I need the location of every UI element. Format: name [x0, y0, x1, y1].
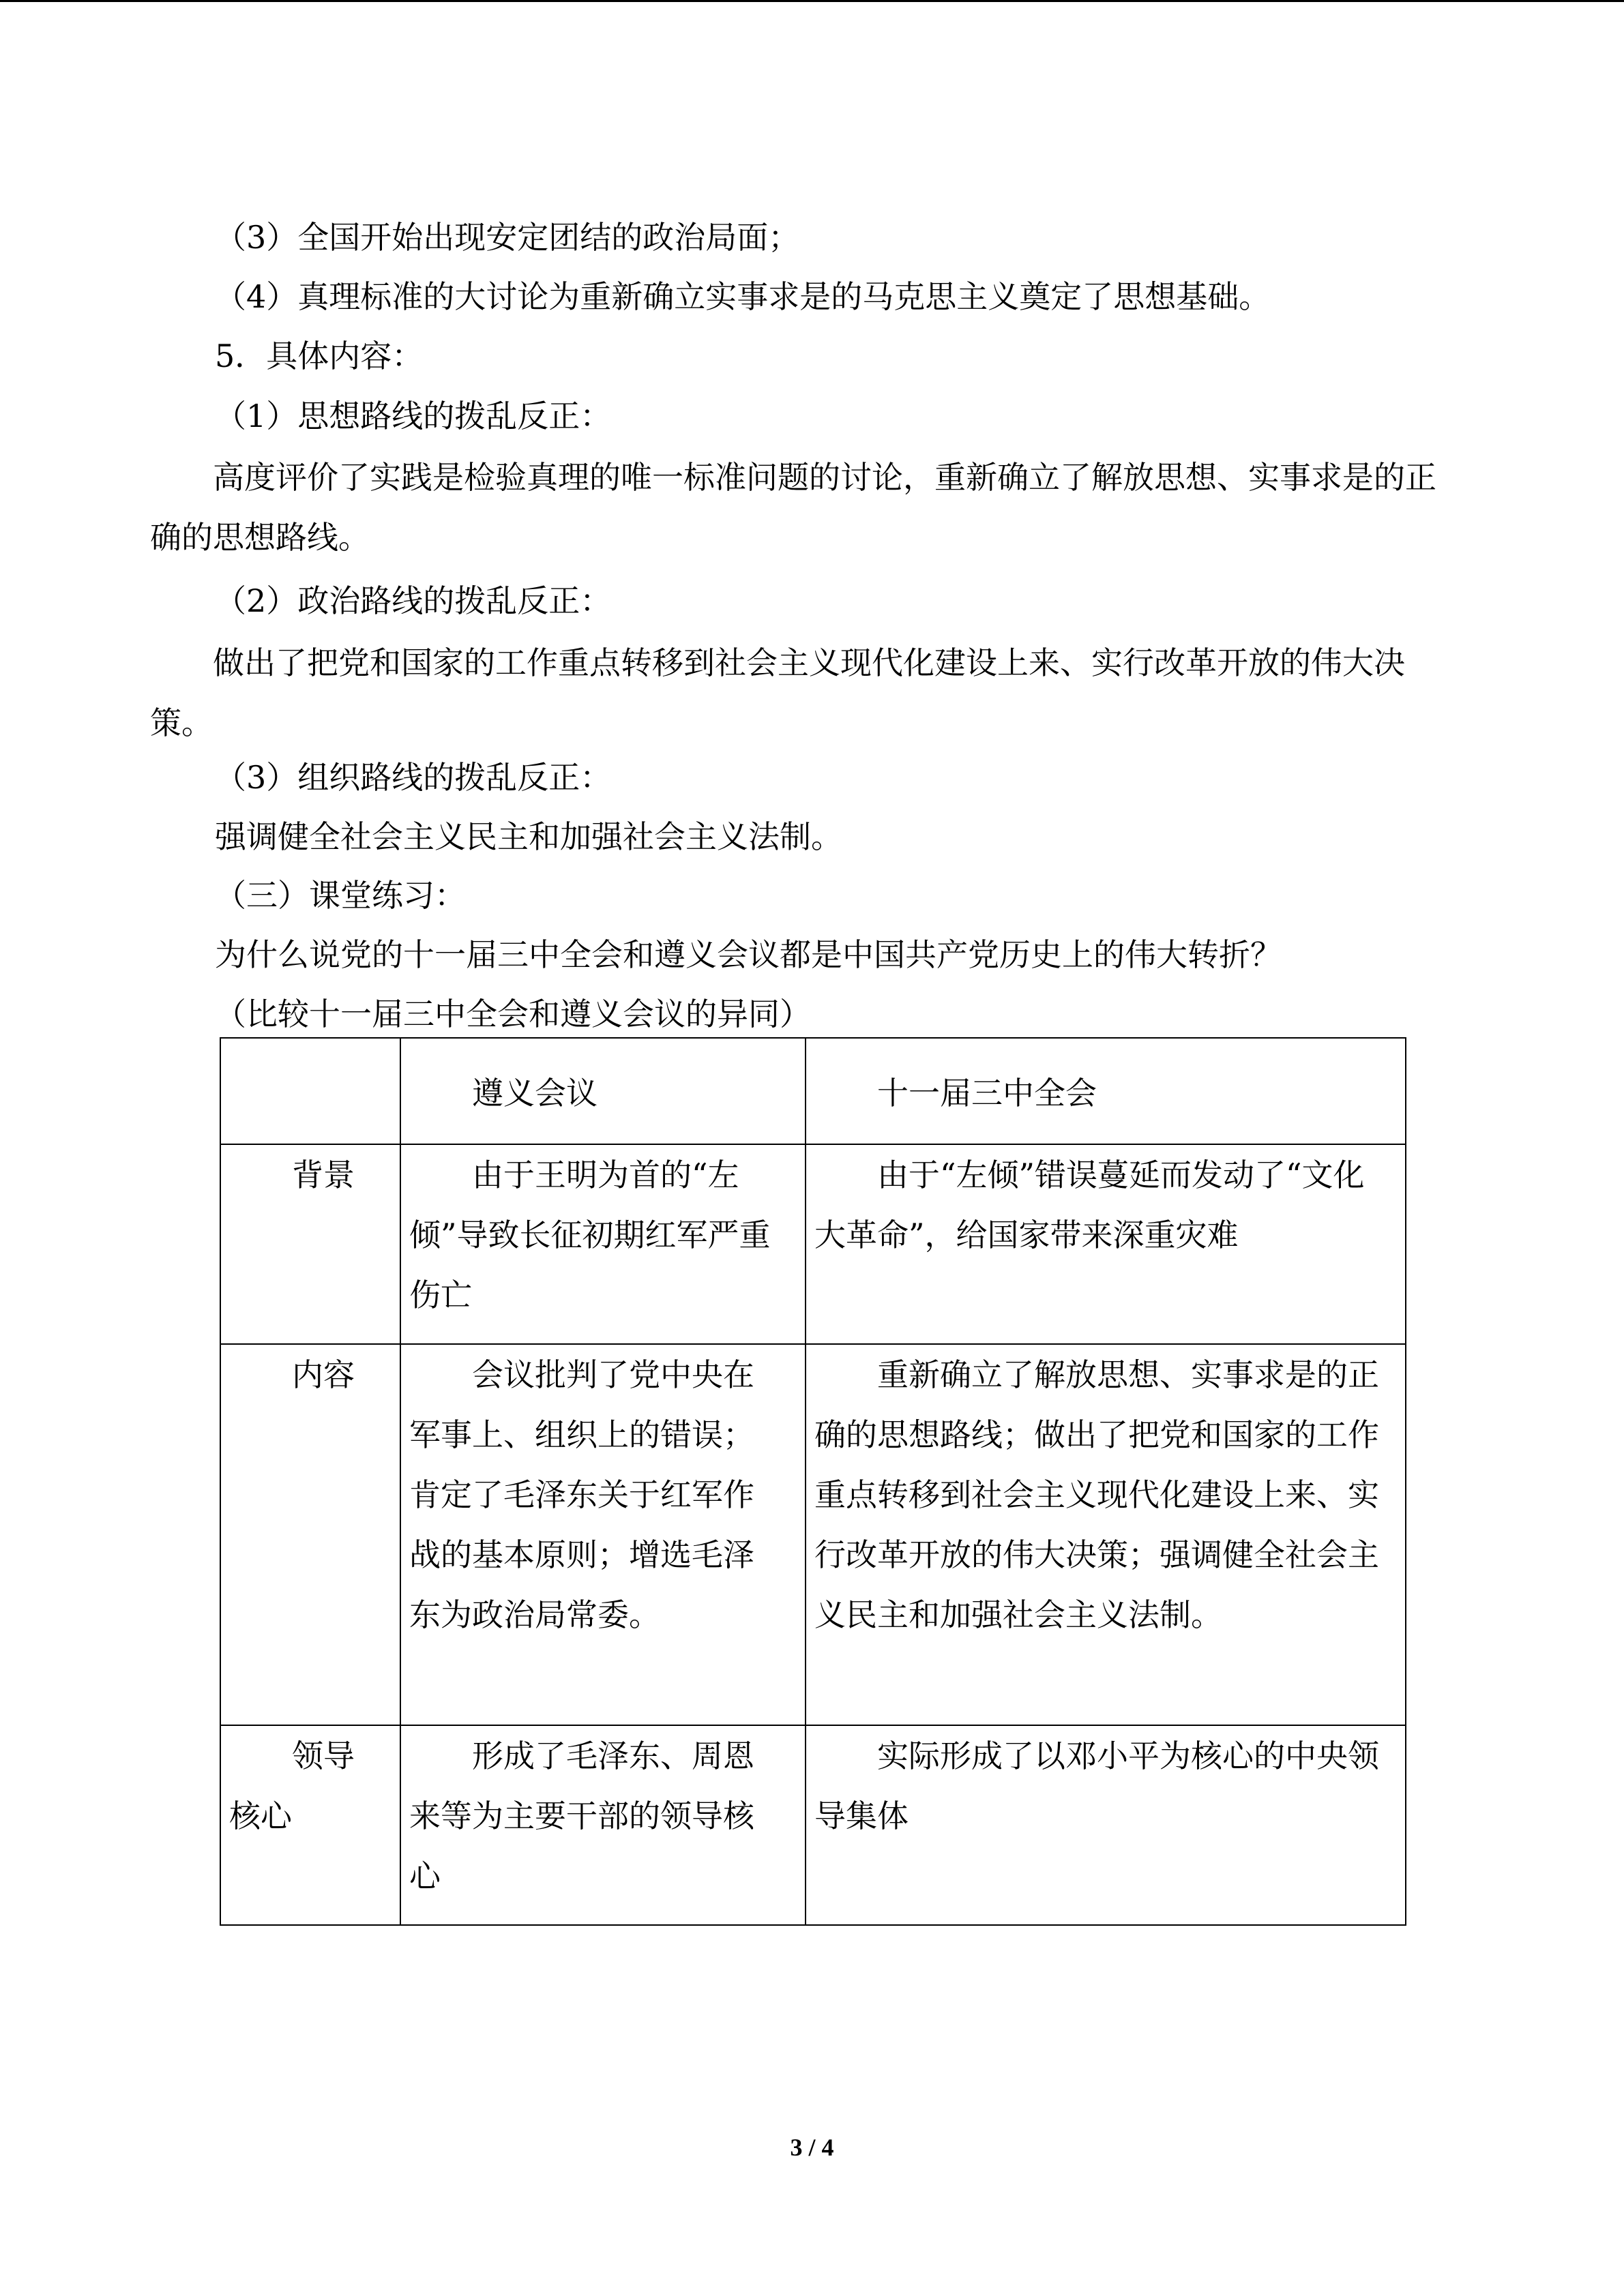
header-cell-third-plenum: 十一届三中全会: [806, 1038, 1406, 1144]
table-header-row: [220, 1038, 1406, 1144]
ideological-line-paragraph: 高度评价了实践是检验真理的唯一标准问题的讨论，重新确立了解放思想、实事求是的正确的思想路线。: [150, 459, 1436, 556]
top-border-line: [0, 0, 1624, 2]
cell-zunyi-content: 会议批判了党中央在军事上、组织上的错误；肯定了毛泽东关于红军作战的基本原则；增选毛泽东为政治局常委。: [400, 1344, 806, 1725]
table-row: [220, 1725, 1406, 1925]
table-row: [220, 1344, 1406, 1725]
cell-zunyi-background: 由于王明为首的“左倾”导致长征初期红军严重伤亡: [400, 1144, 806, 1344]
cell-plenum-leadership: 实际形成了以邓小平为核心的中央领导集体: [806, 1725, 1406, 1925]
organizational-line-paragraph: 强调健全社会主义民主和加强社会主义法制。: [215, 818, 842, 855]
row-label-leadership: 领导核心: [220, 1725, 400, 1925]
section-5-heading: 5．具体内容：: [215, 338, 424, 374]
row-label-background: 背景: [220, 1144, 400, 1344]
item-3-political-situation: （3）全国开始出现安定团结的政治局面；: [215, 219, 800, 256]
subheading-ideological-line: （1）思想路线的拨乱反正：: [215, 398, 612, 434]
cell-plenum-background: 由于“左倾”错误蔓延而发动了“文化大革命”，给国家带来深重灾难: [806, 1144, 1406, 1344]
subheading-organizational-line: （3）组织路线的拨乱反正：: [215, 759, 612, 796]
row-label-content: 内容: [220, 1344, 400, 1725]
political-line-paragraph: 做出了把党和国家的工作重点转移到社会主义现代化建设上来、实行改革开放的伟大决策。: [150, 644, 1405, 741]
header-cell-zunyi: 遵义会议: [400, 1038, 806, 1144]
exercise-hint: （比较十一届三中全会和遵义会议的异同）: [215, 996, 811, 1032]
comparison-table: [220, 1037, 1406, 1926]
exercise-question: 为什么说党的十一届三中全会和遵义会议都是中国共产党历史上的伟大转折？: [215, 936, 1282, 973]
page-number: 3 / 4: [790, 2134, 834, 2161]
item-4-truth-standard: （4）真理标准的大讨论为重新确立实事求是的马克思主义奠定了思想基础。: [215, 278, 1271, 315]
table-row: [220, 1144, 1406, 1344]
header-cell-empty: [220, 1038, 400, 1144]
classroom-exercise-heading: （三）课堂练习：: [215, 877, 466, 914]
subheading-political-line: （2）政治路线的拨乱反正：: [215, 582, 612, 619]
cell-zunyi-leadership: 形成了毛泽东、周恩来等为主要干部的领导核心: [400, 1725, 806, 1925]
cell-plenum-content: 重新确立了解放思想、实事求是的正确的思想路线；做出了把党和国家的工作重点转移到社会主义现代化建设上来、实行改革开放的伟大决策；强调健全社会主义民主和加强社会主义法制。: [806, 1344, 1406, 1725]
